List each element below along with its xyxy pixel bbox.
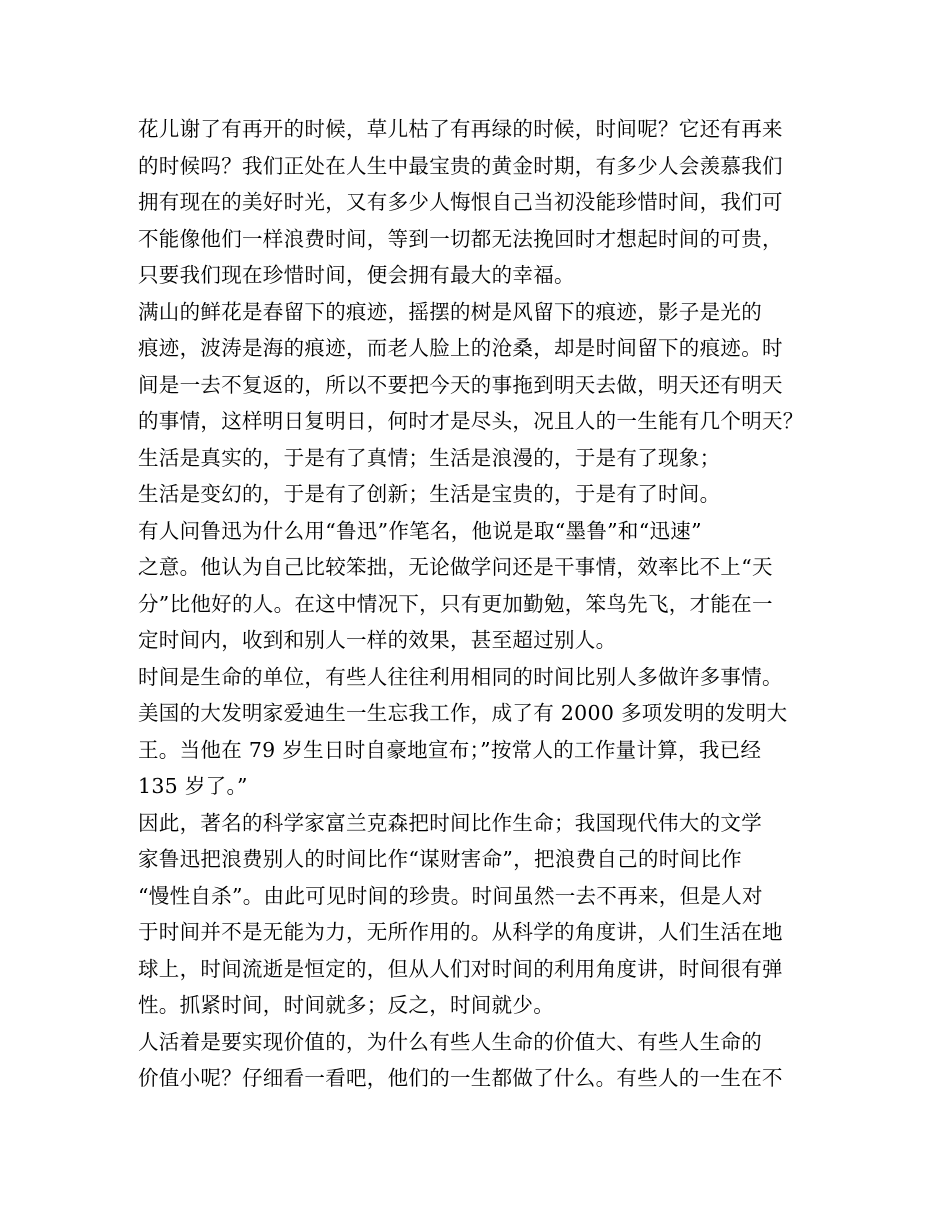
text-line: 拥有现在的美好时光，又有多少人悔恨自己当初没能珍惜时间，我们可 xyxy=(138,190,783,214)
text-line: 人活着是要实现价值的，为什么有些人生命的价值大、有些人生命的 xyxy=(138,1029,762,1054)
text-line: 生活是真实的，于是有了真情；生活是浪漫的，于是有了现象； xyxy=(138,445,721,470)
text-line: 只要我们现在珍惜时间，便会拥有最大的幸福。 xyxy=(138,263,575,287)
text-line: 定时间内，收到和别人一样的效果，甚至超过别人。 xyxy=(138,628,617,652)
text-line: 满山的鲜花是春留下的痕迹，摇摆的树是风留下的痕迹，影子是光的 xyxy=(138,299,762,324)
text-line: 美国的大发明家爱迪生一生忘我工作，成了有 2000 多项发明的发明大 xyxy=(138,701,788,725)
text-line: 家鲁迅把浪费别人的时间比作“谋财害命”，把浪费自己的时间比作 xyxy=(138,847,742,871)
text-line: 时间是生命的单位，有些人往往利用相同的时间比别人多做许多事情。 xyxy=(138,664,783,689)
text-line: 的时候吗？我们正处在人生中最宝贵的黄金时期，有多少人会羡慕我们 xyxy=(138,153,783,178)
text-line: 有人问鲁迅为什么用“鲁迅”作笔名，他说是取“墨鲁”和“迅速” xyxy=(138,518,702,543)
text-line: 不能像他们一样浪费时间，等到一切都无法挽回时才想起时间的可贵， xyxy=(138,226,783,251)
text-line: 花儿谢了有再开的时候，草儿枯了有再绿的时候，时间呢？它还有再来 xyxy=(138,117,783,141)
text-line: 间是一去不复返的，所以不要把今天的事拖到明天去做，明天还有明天 xyxy=(138,372,783,397)
text-line: 之意。他认为自己比较笨拙，无论做学问还是干事情，效率比不上“天 xyxy=(138,555,773,579)
text-line: 王。当他在 79 岁生日时自豪地宣布；”按常人的工作量计算，我已经 xyxy=(138,737,762,762)
text-line: 性。抓紧时间，时间就多；反之，时间就少。 xyxy=(138,993,554,1017)
text-line: 价值小呢？仔细看一看吧，他们的一生都做了什么。有些人的一生在不 xyxy=(138,1066,783,1090)
document-body xyxy=(138,111,828,1097)
text-line: 分”比他好的人。在这中情况下，只有更加勤勉，笨鸟先飞，才能在一 xyxy=(138,591,773,616)
text-line: 生活是变幻的，于是有了创新；生活是宝贵的，于是有了时间。 xyxy=(138,482,721,506)
text-line: 球上，时间流逝是恒定的，但从人们对时间的利用角度讲，时间很有弹 xyxy=(138,956,783,981)
text-line: 135 岁了。” xyxy=(138,774,248,798)
text-line: 痕迹，波涛是海的痕迹，而老人脸上的沧桑，却是时间留下的痕迹。时 xyxy=(138,336,783,360)
text-line: “慢性自杀”。由此可见时间的珍贵。时间虽然一去不再来，但是人对 xyxy=(138,883,763,908)
text-line: 于时间并不是无能为力，无所作用的。从科学的角度讲，人们生活在地 xyxy=(138,920,783,944)
text-line: 因此，著名的科学家富兰克森把时间比作生命；我国现代伟大的文学 xyxy=(138,810,762,835)
text-line: 的事情，这样明日复明日，何时才是尽头，况且人的一生能有几个明天？ xyxy=(138,409,804,433)
